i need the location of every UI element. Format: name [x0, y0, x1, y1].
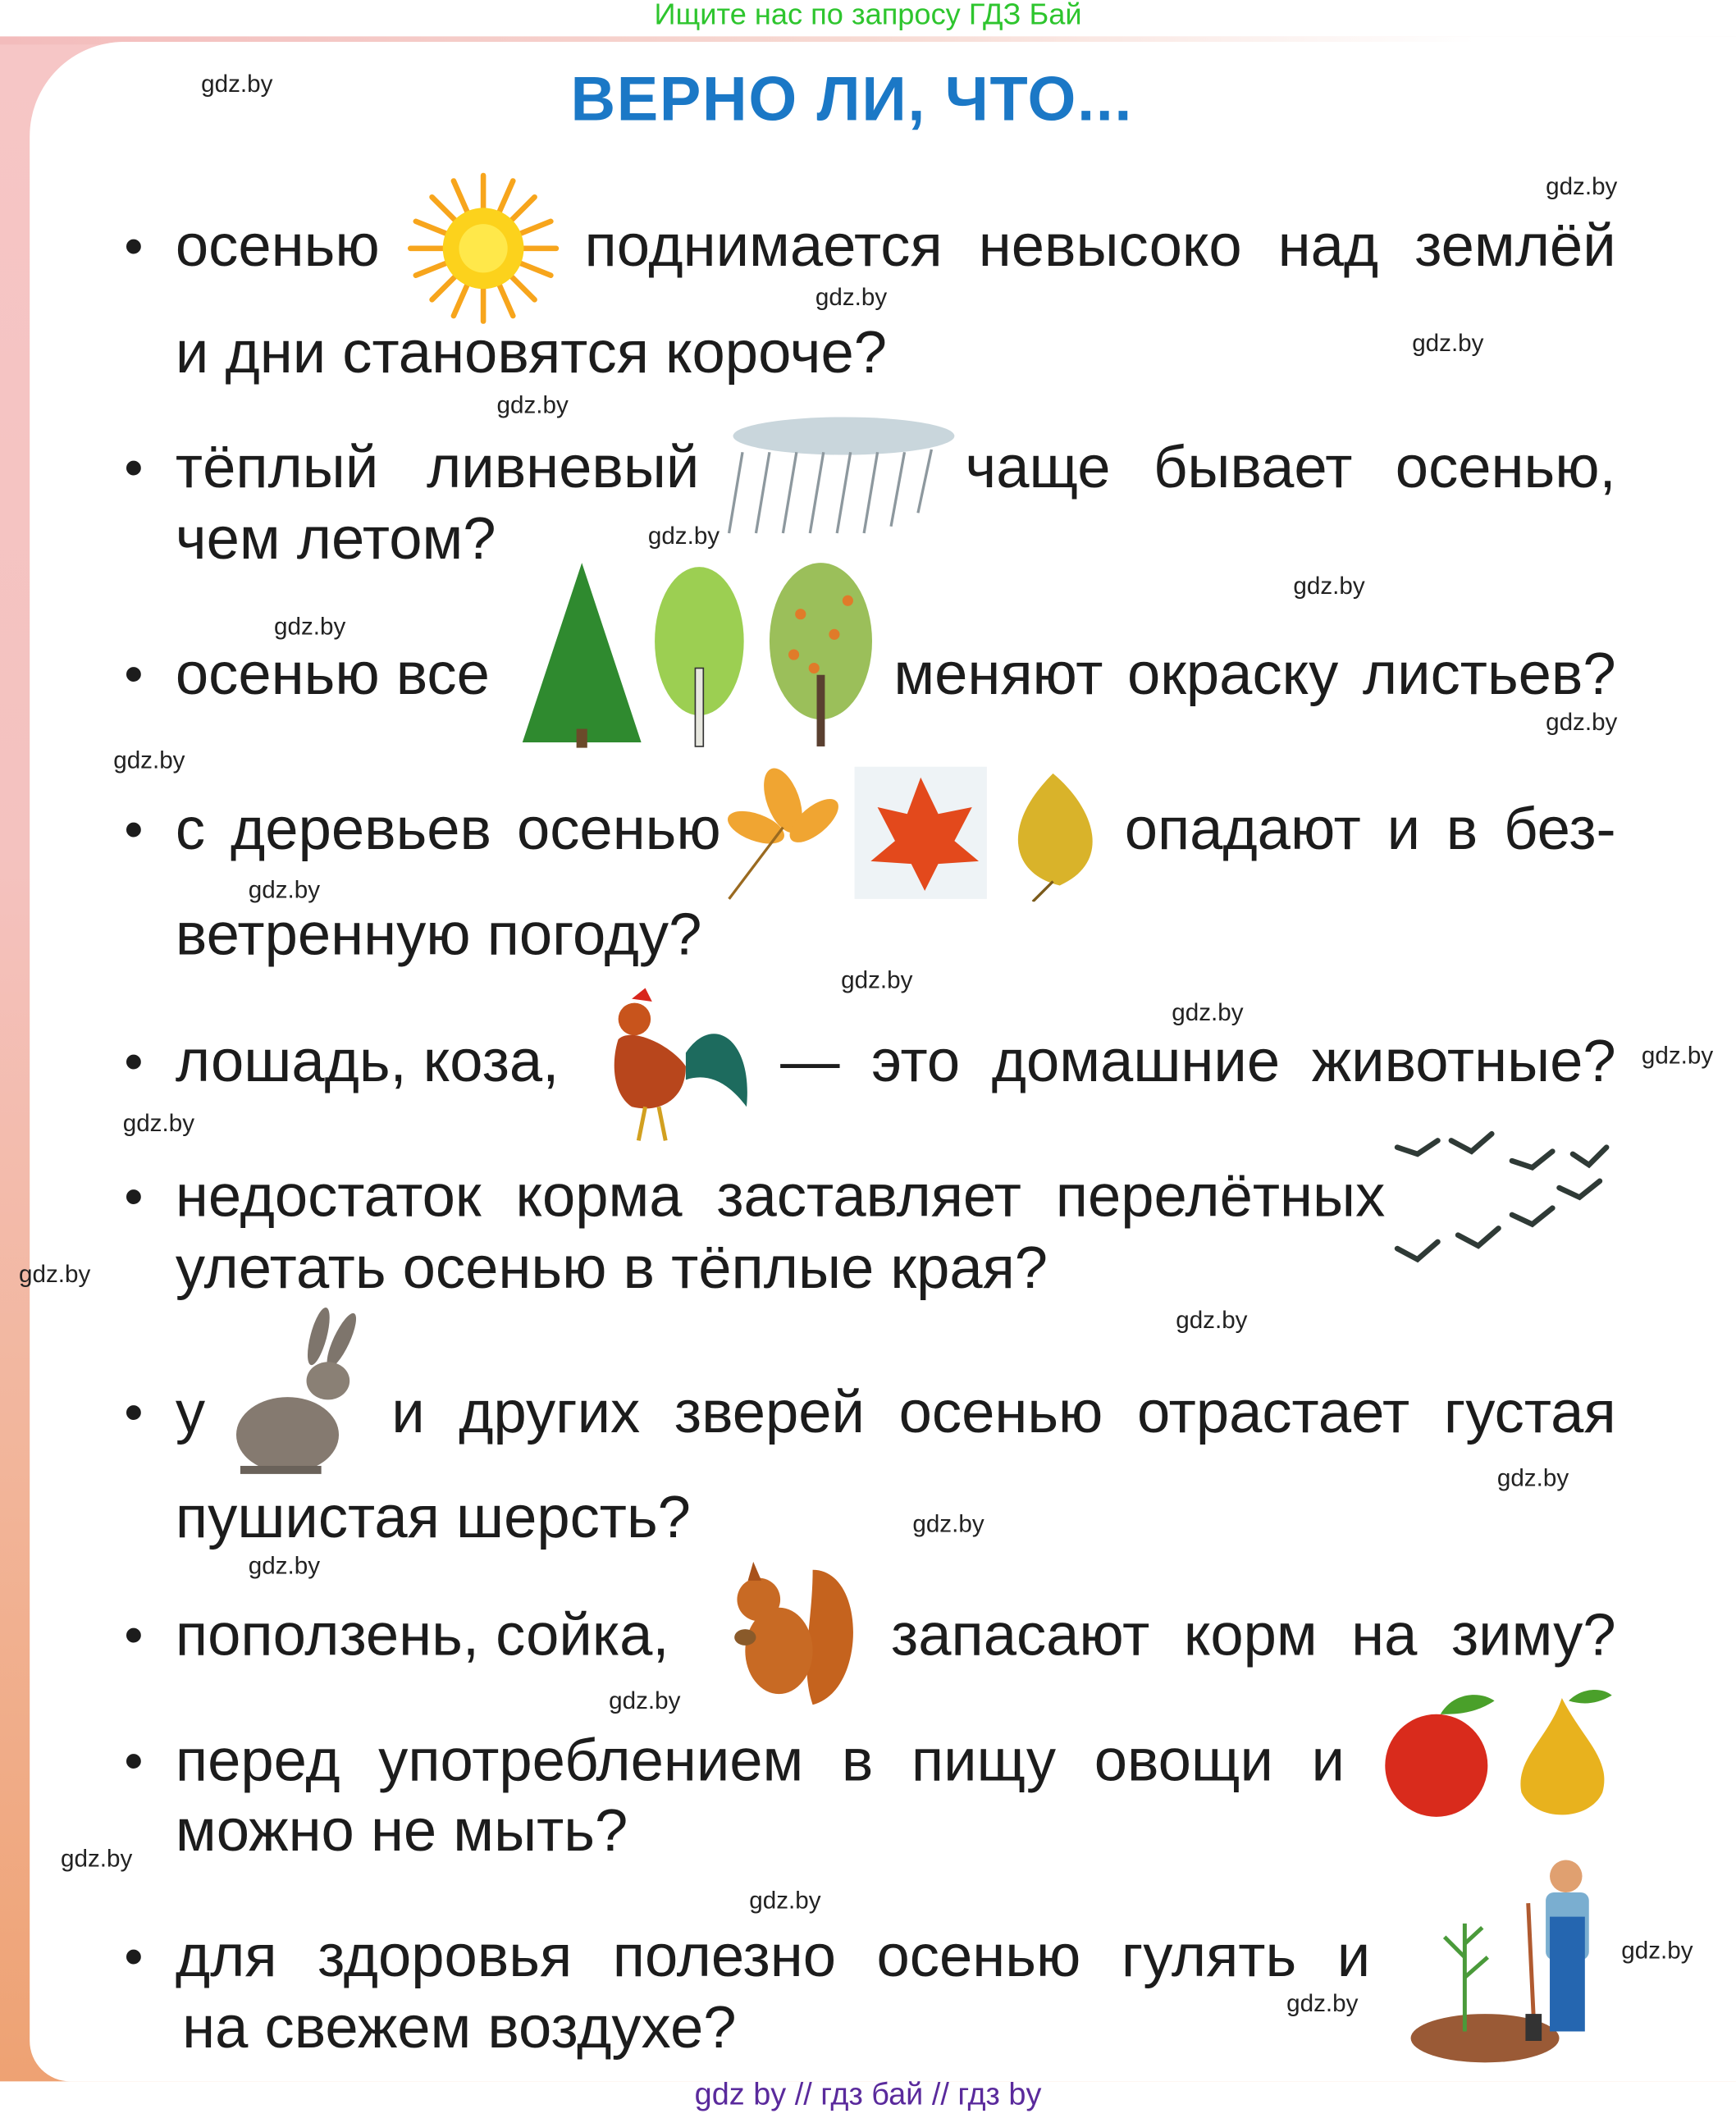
watermark: gdz.by — [841, 966, 913, 994]
bullet: • — [124, 1383, 144, 1444]
item-1-text-c: и дни становятся короче? — [175, 319, 888, 386]
watermark: gdz.by — [1286, 1989, 1359, 2017]
item-7-text-c: пушистая шерсть? — [175, 1485, 691, 1551]
watermark: gdz.by — [1172, 998, 1244, 1026]
leaves-icon — [722, 767, 1113, 902]
search-banner: Ищите нас по запросу ГДЗ Бай — [654, 0, 1082, 31]
watermark: gdz.by — [61, 1845, 133, 1873]
fruits-icon — [1380, 1685, 1616, 1823]
item-3-text-b: меняют окраску листьев? — [893, 641, 1616, 708]
bullet: • — [124, 1032, 144, 1093]
item-1-text-a: осенью — [175, 212, 380, 280]
item-9-text-a: перед употреблением в пищу овощи и — [175, 1728, 1345, 1794]
watermark: gdz.by — [815, 283, 888, 311]
bullet: • — [124, 645, 144, 705]
rooster-icon — [578, 985, 758, 1147]
watermark: gdz.by — [1621, 1937, 1693, 1965]
bullet: • — [124, 1732, 144, 1792]
item-6-text-c: улетать осенью в тёплые края? — [175, 1235, 1048, 1302]
item-10-text-c: на свежем воздухе? — [182, 1995, 737, 2061]
watermark: gdz.by — [912, 1510, 984, 1538]
watermark: gdz.by — [201, 70, 273, 98]
watermark: gdz.by — [19, 1260, 91, 1288]
item-10-text-a: для здоровья полезно осенью гулять и — [175, 1923, 1371, 1990]
bullet: • — [124, 1167, 144, 1227]
hare-icon — [226, 1307, 367, 1482]
trees-icon — [517, 560, 891, 749]
watermark: gdz.by — [113, 746, 185, 774]
watermark: gdz.by — [1546, 172, 1618, 200]
watermark: gdz.by — [1412, 329, 1484, 357]
bullet: • — [124, 1606, 144, 1666]
bullet: • — [124, 800, 144, 860]
item-8-text-b: запасают корм на зиму? — [891, 1602, 1616, 1668]
item-4-text-a: с деревьев осенью — [175, 796, 721, 863]
item-7-text-a: у — [175, 1379, 206, 1446]
bullet: • — [124, 1927, 144, 1988]
item-2-text-a: тёплый ливневый — [175, 434, 700, 501]
watermark: gdz.by — [647, 522, 720, 550]
item-8-text-a: поползень, сойка, — [175, 1602, 669, 1668]
item-6-text-a: недостаток корма заставляет перелётных — [175, 1163, 1386, 1230]
watermark: gdz.by — [248, 875, 321, 903]
watermark: gdz.by — [1293, 572, 1365, 600]
item-5-text-a: лошадь, коза, — [175, 1028, 560, 1095]
rain-icon — [715, 412, 961, 540]
birds-icon — [1384, 1114, 1616, 1283]
item-9-text-c: можно не мыть? — [175, 1797, 628, 1865]
bullet: • — [124, 217, 144, 277]
watermark: gdz.by — [274, 613, 346, 640]
watermark: gdz.by — [609, 1687, 681, 1714]
watermark: gdz.by — [496, 391, 569, 419]
footer-links: gdz by // гдз бай // гдз by — [694, 2075, 1042, 2111]
watermark: gdz.by — [1176, 1306, 1248, 1334]
item-2-text-b: чаще бывает осенью, — [965, 434, 1616, 501]
item-1-text-b: поднимается невысоко над землёй — [584, 212, 1616, 280]
watermark: gdz.by — [1641, 1042, 1714, 1070]
sun-icon — [405, 173, 562, 324]
squirrel-icon — [718, 1543, 866, 1712]
watermark: gdz.by — [1546, 708, 1618, 736]
item-4-text-c: ветренную погоду? — [175, 902, 702, 968]
watermark: gdz.by — [248, 1552, 321, 1580]
item-5-text-b: — это домашние животные? — [780, 1028, 1616, 1095]
watermark: gdz.by — [1496, 1464, 1569, 1492]
gardener-icon — [1404, 1849, 1615, 2065]
bullet: • — [124, 438, 144, 499]
watermark: gdz.by — [122, 1109, 195, 1137]
page-title: ВЕРНО ЛИ, ЧТО... — [570, 63, 1134, 134]
item-4-text-b: опадают и в без- — [1124, 796, 1616, 863]
item-3-text-a: осенью все — [175, 641, 490, 708]
watermark: gdz.by — [749, 1887, 821, 1915]
item-2-text-c: чем летом? — [175, 506, 496, 573]
item-7-text-b: и других зверей осенью отрастает густая — [391, 1379, 1616, 1446]
